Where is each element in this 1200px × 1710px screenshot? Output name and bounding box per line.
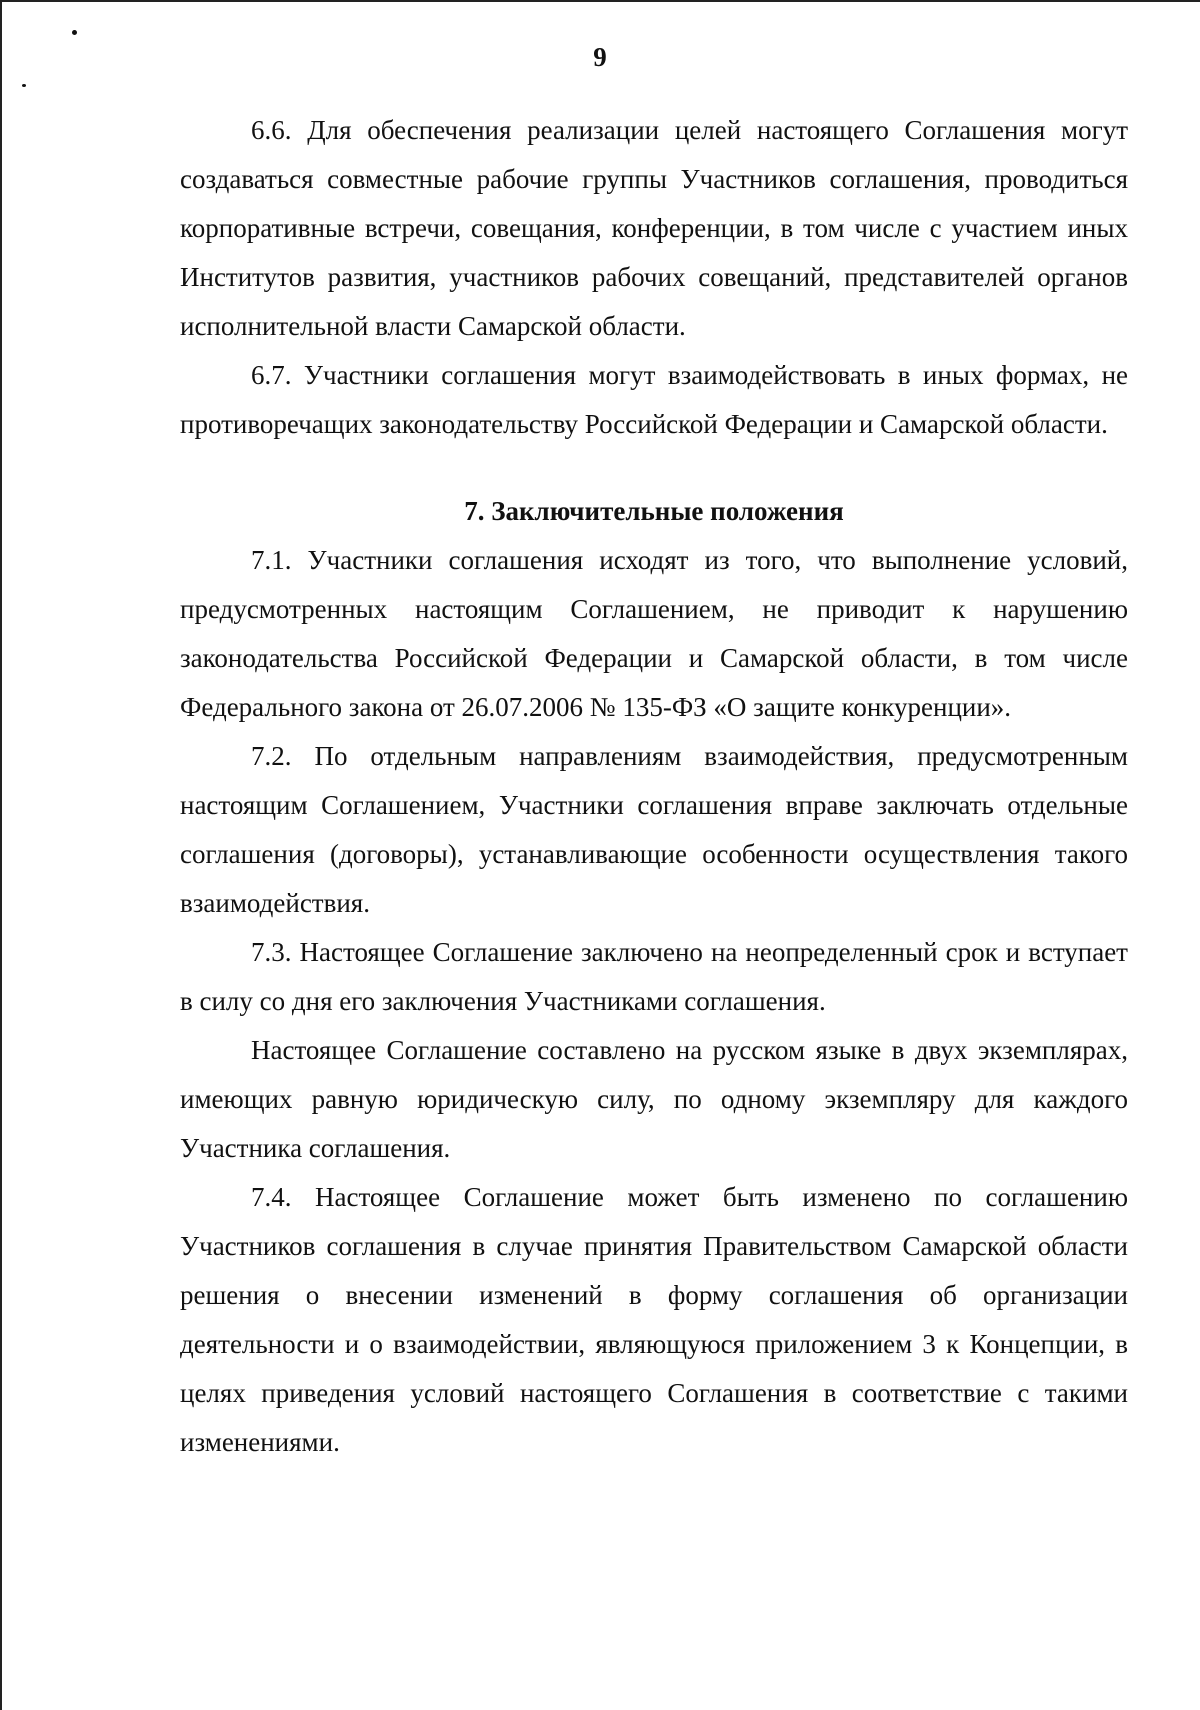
scan-border-left [0,0,2,1710]
paragraph-7-3: 7.3. Настоящее Соглашение заключено на неопределенный срок и вступает в силу со дня его заключения Участниками соглашения. [180,937,1128,1016]
scan-speck [22,84,26,87]
paragraph-6-7: 6.7. Участники соглашения могут взаимодействовать в иных формах, не противоречащих законодательству Российской Федерации и Самарской области. [180,360,1128,439]
page-number: 9 [593,42,607,72]
paragraph-6-6: 6.6. Для обеспечения реализации целей настоящего Соглашения могут создаваться совместные рабочие группы Участников соглашения, проводиться корпоративные встречи, совещания, конференции, в том числе с участием иных Институтов развития, участников рабочих совещаний, представителей органов исполнительной власти Самарской области. [180,115,1128,341]
paragraph-7-2: 7.2. По отдельным направлениям взаимодействия, предусмотренным настоящим Соглашением, Участники соглашения вправе заключать отдельные соглашения (договоры), устанавливающие особенности осуществления такого взаимодействия. [180,741,1128,918]
scan-speck [72,30,77,35]
paragraph-7-4: 7.4. Настоящее Соглашение может быть изменено по соглашению Участников соглашения в случае принятия Правительством Самарской области решения о внесении изменений в форму соглашения об организации деятельности и о взаимодействии, являющуюся приложением 3 к Концепции, в целях приведения условий настоящего Соглашения в соответствие с такими изменениями. [180,1182,1128,1457]
paragraph-7-3-copies: Настоящее Соглашение составлено на русском языке в двух экземплярах, имеющих равную юридическую силу, по одному экземпляру для каждого Участника соглашения. [180,1035,1128,1163]
section-title: 7. Заключительные положения [464,496,844,526]
scan-border-top [0,0,1200,2]
document-body [180,106,1128,1467]
paragraph-7-1: 7.1. Участники соглашения исходят из того, что выполнение условий, предусмотренных настоящим Соглашением, не приводит к нарушению законодательства Российской Федерации и Самарской области, в том числе Федерального закона от 26.07.2006 № 135-ФЗ «О защите конкуренции». [180,545,1128,722]
